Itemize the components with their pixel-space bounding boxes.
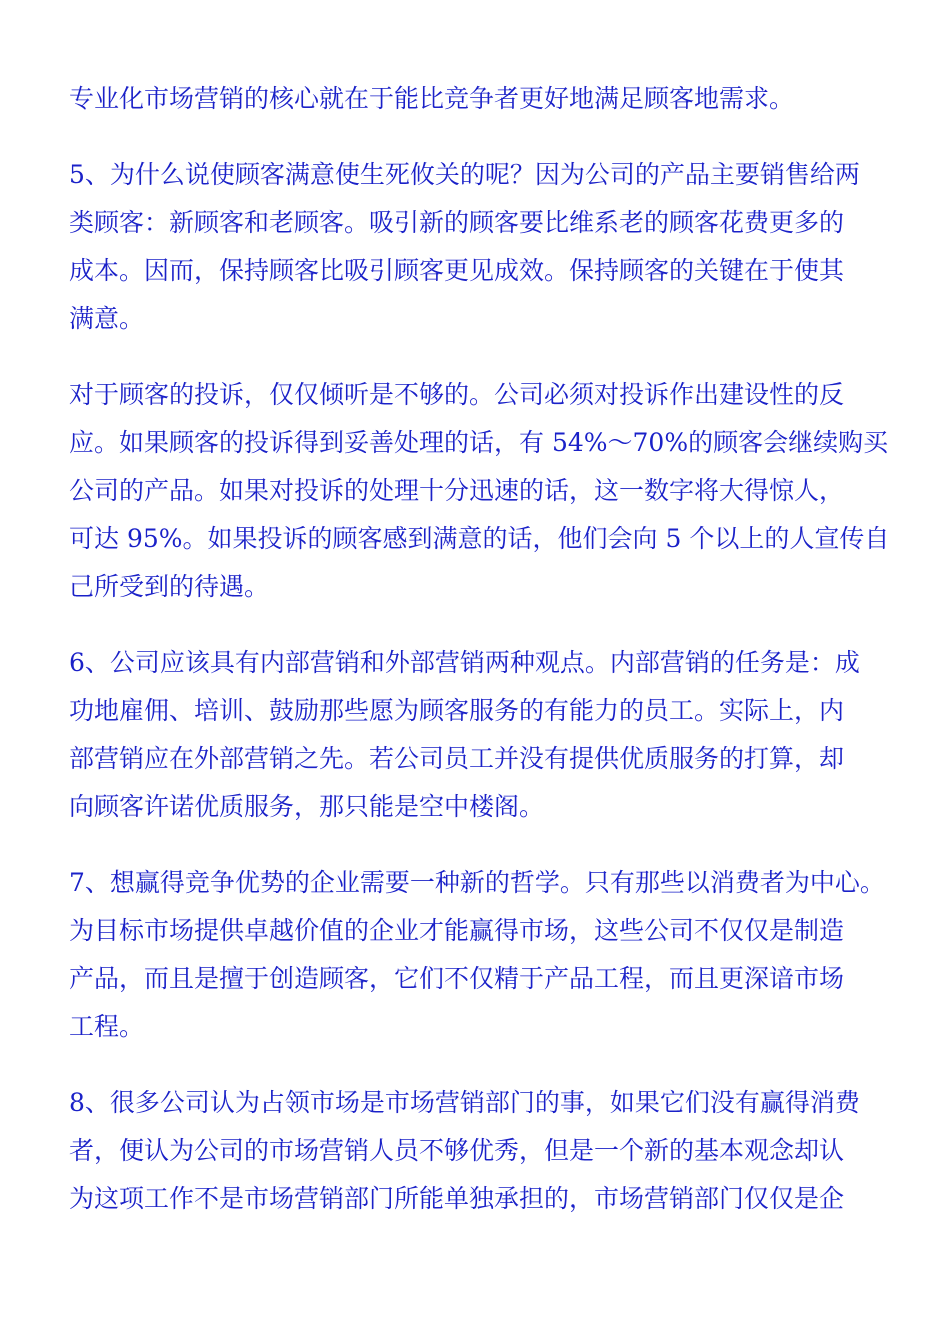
text-line: 公司的产品。如果对投诉的处理十分迅速的话，这一数字将大得惊人， (69, 476, 845, 505)
text-line: 对于顾客的投诉，仅仅倾听是不够的。公司必须对投诉作出建设性的反 (69, 380, 845, 409)
text-line: 类顾客：新顾客和老顾客。吸引新的顾客要比维系老的顾客花费更多的 (69, 208, 845, 237)
text-line: 己所受到的待遇。 (69, 572, 270, 601)
text-line: 5、为什么说使顾客满意使生死攸关的呢？因为公司的产品主要销售给两 (69, 160, 860, 189)
text-line: 满意。 (69, 304, 145, 333)
text-line: 者，便认为公司的市场营销人员不够优秀，但是一个新的基本观念却认 (69, 1136, 845, 1165)
text-line: 应。如果顾客的投诉得到妥善处理的话，有 54%～70%的顾客会继续购买 (69, 428, 889, 457)
text-line: 可达 95%。如果投诉的顾客感到满意的话，他们会向 5 个以上的人宣传自 (69, 524, 890, 553)
text-line: 功地雇佣、培训、鼓励那些愿为顾客服务的有能力的员工。实际上，内 (69, 696, 845, 725)
text-line: 8、很多公司认为占领市场是市场营销部门的事，如果它们没有赢得消费 (69, 1088, 860, 1117)
text-line: 向顾客许诺优质服务，那只能是空中楼阁。 (69, 792, 545, 821)
text-line: 工程。 (69, 1012, 145, 1041)
text-line: 7、想赢得竞争优势的企业需要一种新的哲学。只有那些以消费者为中心。 (69, 868, 885, 897)
text-line: 为目标市场提供卓越价值的企业才能赢得市场，这些公司不仅仅是制造 (69, 916, 845, 945)
text-line: 成本。因而，保持顾客比吸引顾客更见成效。保持顾客的关键在于使其 (69, 256, 845, 285)
text-line: 产品，而且是擅于创造顾客，它们不仅精于产品工程，而且更深谙市场 (69, 964, 845, 993)
text-line: 专业化市场营销的核心就在于能比竞争者更好地满足顾客地需求。 (69, 84, 795, 113)
text-line: 6、公司应该具有内部营销和外部营销两种观点。内部营销的任务是：成 (69, 648, 860, 677)
text-line: 为这项工作不是市场营销部门所能单独承担的，市场营销部门仅仅是企 (69, 1184, 845, 1213)
text-line: 部营销应在外部营销之先。若公司员工并没有提供优质服务的打算，却 (69, 744, 845, 773)
